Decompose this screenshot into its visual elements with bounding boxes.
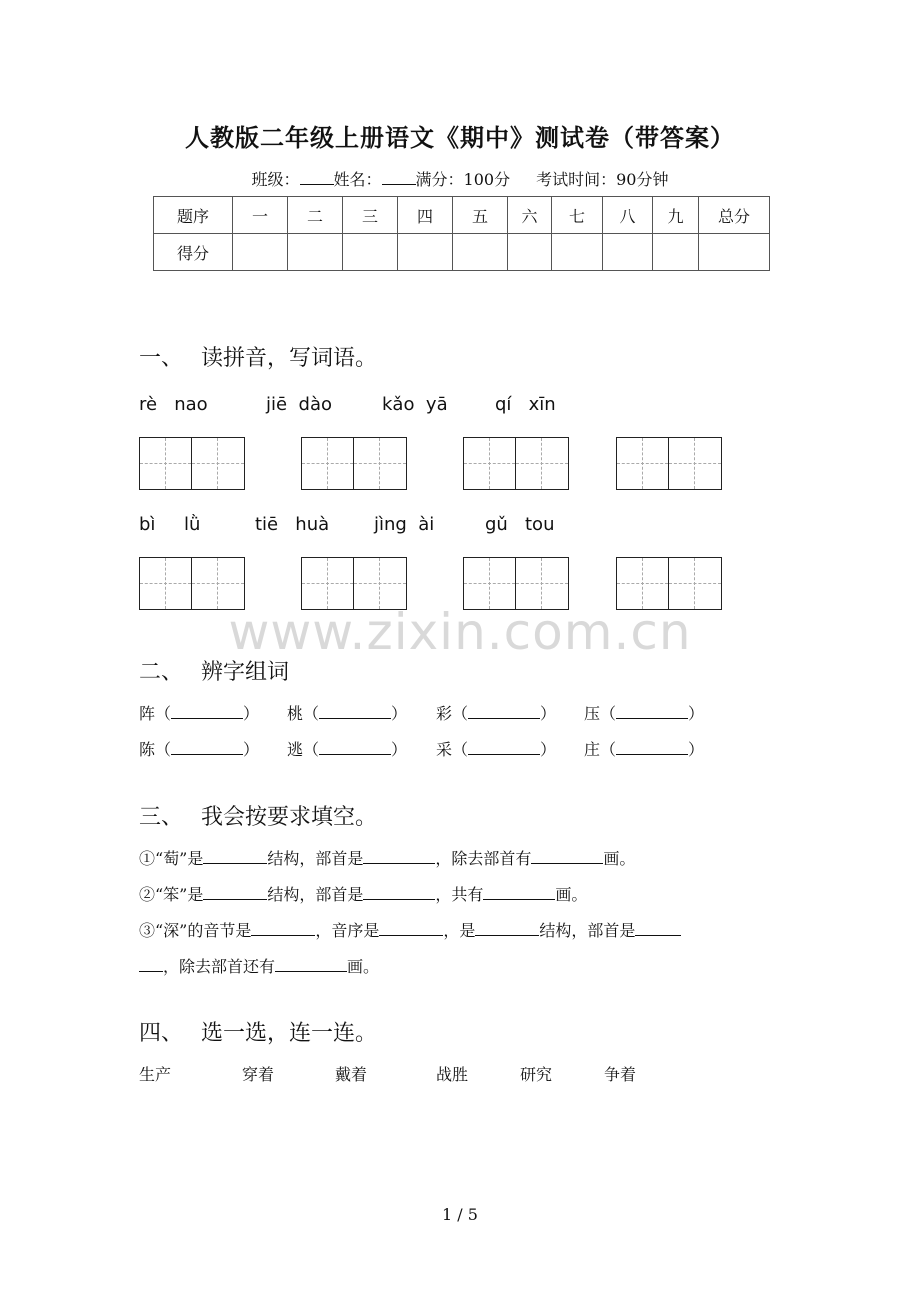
pinyin-label: jiē dào — [266, 394, 332, 415]
score-input-cell[interactable] — [398, 234, 453, 271]
table-cell: 三 — [343, 197, 398, 234]
exam-info — [0, 167, 920, 190]
writing-grid[interactable] — [301, 437, 407, 490]
table-cell: 总分 — [699, 197, 770, 234]
score-input-cell[interactable] — [552, 234, 603, 271]
score-input-cell[interactable] — [653, 234, 699, 271]
char-prompt: 桃（ — [287, 704, 320, 723]
section-number: 三、 — [139, 805, 184, 830]
score-table — [153, 196, 770, 271]
page-number: 1 / 5 — [442, 1205, 478, 1224]
match-word[interactable]: 穿着 — [242, 1065, 275, 1084]
class-blank — [300, 170, 334, 185]
pinyin-label: jìng ài — [374, 514, 435, 535]
fill-question-continued: ，除去部首还有 画。 — [139, 954, 379, 977]
answer-blank[interactable] — [203, 885, 267, 900]
answer-blank[interactable] — [275, 957, 347, 972]
answer-blank[interactable] — [475, 921, 539, 936]
answer-blank[interactable] — [531, 849, 603, 864]
exam-time: 考试时间：90分钟 — [536, 170, 669, 189]
section-number: 一、 — [139, 346, 184, 371]
pinyin-label: kǎo yā — [382, 394, 448, 415]
section-number: 四、 — [139, 1021, 184, 1046]
match-word[interactable]: 战胜 — [436, 1065, 469, 1084]
name-blank — [382, 170, 416, 185]
pinyin-label: bì lǜ — [139, 514, 201, 535]
score-input-cell[interactable] — [233, 234, 288, 271]
table-cell: 得分 — [154, 234, 233, 271]
section-4-heading — [139, 1016, 377, 1047]
answer-blank[interactable] — [363, 885, 435, 900]
table-cell: 六 — [508, 197, 552, 234]
section-number: 二、 — [139, 660, 184, 685]
answer-blank[interactable] — [171, 704, 243, 719]
answer-blank[interactable] — [319, 740, 391, 755]
table-cell: 五 — [453, 197, 508, 234]
word-group-row: 陈（ ） 逃（ ） 采（ ） 庄（ ） — [139, 740, 705, 759]
watermark: www.zixin.com.cn — [228, 603, 692, 661]
char-prompt: 陈（ — [139, 740, 172, 759]
answer-blank[interactable] — [251, 921, 315, 936]
answer-blank[interactable] — [616, 740, 688, 755]
char-prompt: 庄（ — [584, 740, 617, 759]
section-title: 我会按要求填空。 — [201, 805, 378, 830]
match-word[interactable]: 戴着 — [335, 1065, 368, 1084]
word-group-row: 阵（ ） 桃（ ） 彩（ ） 压（ ） — [139, 704, 705, 723]
pinyin-label: qí xīn — [495, 394, 556, 415]
section-title: 辨字组词 — [201, 660, 290, 685]
answer-blank[interactable] — [616, 704, 688, 719]
answer-blank[interactable] — [363, 849, 435, 864]
char-prompt: 压（ — [584, 704, 617, 723]
full-score: 满分：100分 — [415, 170, 511, 189]
writing-grid[interactable] — [139, 437, 245, 490]
score-input-cell[interactable] — [343, 234, 398, 271]
fill-question: ③“深”的音节是 ，音序是 ，是 结构，部首是 — [139, 918, 681, 941]
score-input-cell[interactable] — [508, 234, 552, 271]
score-input-cell[interactable] — [288, 234, 343, 271]
class-label: 班级： — [251, 170, 300, 189]
pinyin-label: gǔ tou — [485, 514, 555, 535]
pinyin-label: rè nao — [139, 394, 208, 415]
table-cell: 二 — [288, 197, 343, 234]
section-title: 选一选，连一连。 — [201, 1021, 378, 1046]
score-table-header-row — [154, 197, 770, 234]
fill-question: ①“萄”是 结构，部首是 ，除去部首有 画。 — [139, 849, 636, 868]
section-3-heading — [139, 800, 377, 831]
answer-blank[interactable] — [379, 921, 443, 936]
section-1-heading — [139, 341, 377, 372]
pinyin-label: tiē huà — [255, 514, 330, 535]
match-word[interactable]: 研究 — [520, 1065, 553, 1084]
match-word[interactable]: 生产 — [139, 1065, 172, 1084]
writing-grid[interactable] — [463, 437, 569, 490]
char-prompt: 彩（ — [436, 704, 469, 723]
score-input-cell[interactable] — [603, 234, 653, 271]
answer-blank[interactable] — [319, 704, 391, 719]
answer-blank[interactable] — [468, 740, 540, 755]
match-word[interactable]: 争着 — [604, 1065, 637, 1084]
table-cell: 四 — [398, 197, 453, 234]
char-prompt: 采（ — [436, 740, 469, 759]
answer-blank[interactable] — [468, 704, 540, 719]
table-cell: 一 — [233, 197, 288, 234]
answer-blank[interactable] — [203, 849, 267, 864]
table-cell: 八 — [603, 197, 653, 234]
fill-question: ②“笨”是 结构，部首是 ，共有 画。 — [139, 885, 588, 904]
name-label: 姓名： — [333, 170, 382, 189]
char-prompt: 逃（ — [287, 740, 320, 759]
answer-blank[interactable] — [483, 885, 555, 900]
table-cell: 题序 — [154, 197, 233, 234]
score-table-score-row — [154, 234, 770, 271]
answer-blank[interactable] — [139, 957, 163, 972]
table-cell: 九 — [653, 197, 699, 234]
table-cell: 七 — [552, 197, 603, 234]
section-title: 读拼音，写词语。 — [201, 346, 378, 371]
score-input-cell[interactable] — [699, 234, 770, 271]
section-2-heading — [139, 655, 289, 686]
char-prompt: 阵（ — [139, 704, 172, 723]
answer-blank[interactable] — [635, 921, 681, 936]
writing-grid[interactable] — [616, 437, 722, 490]
answer-blank[interactable] — [171, 740, 243, 755]
score-input-cell[interactable] — [453, 234, 508, 271]
page-title: 人教版二年级上册语文《期中》测试卷（带答案） — [185, 123, 735, 152]
